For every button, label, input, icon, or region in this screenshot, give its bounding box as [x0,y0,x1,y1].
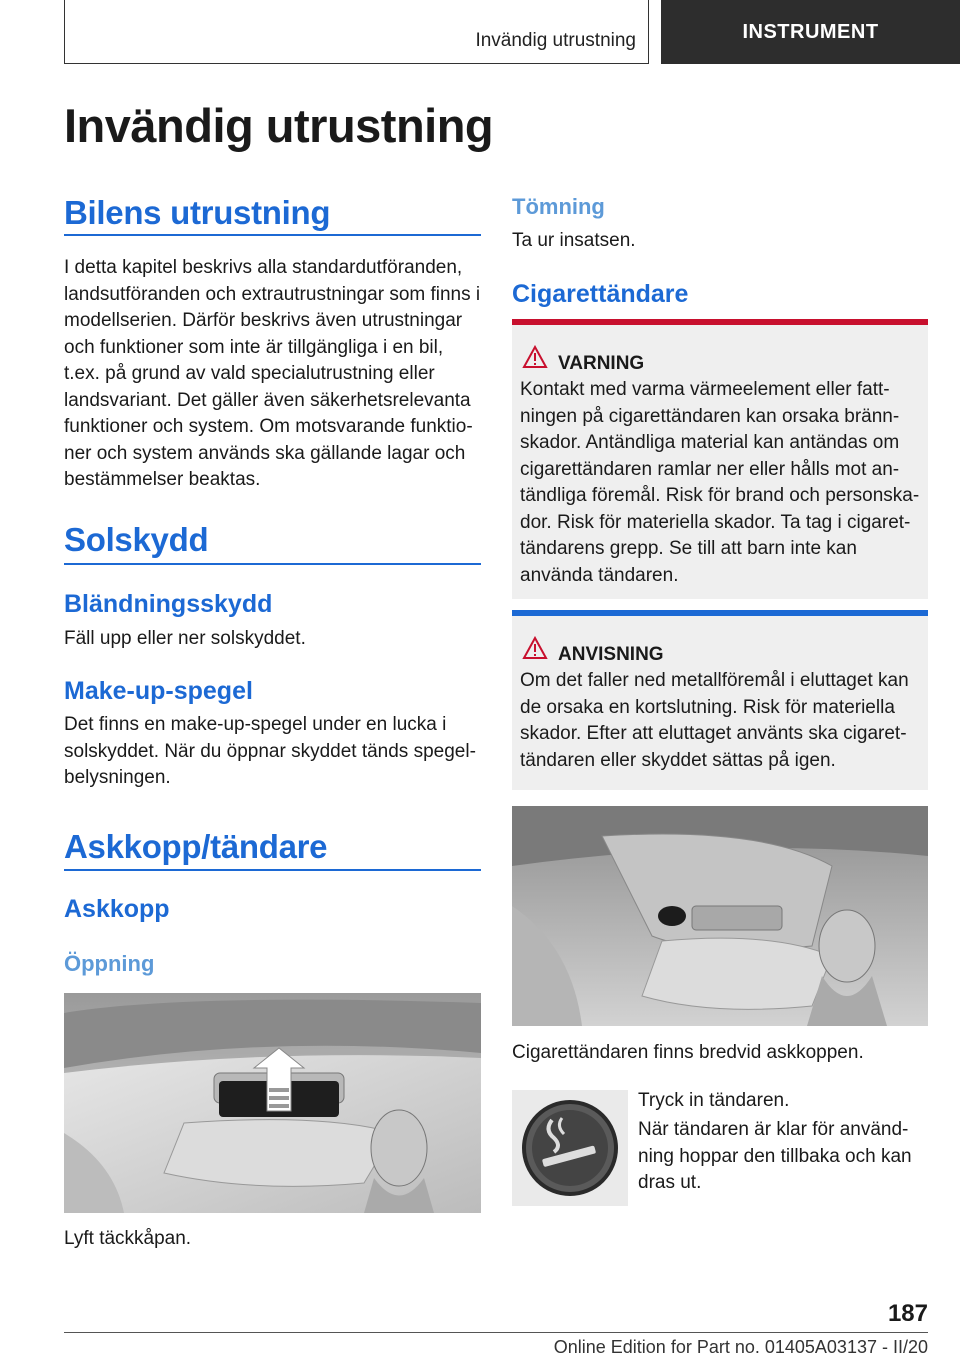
heading-askkopp: Askkopp [64,895,170,923]
header-section-title: Invändig utrustning [475,30,636,51]
caption-photo-ashtray: Lyft täckkåpan. [64,1228,192,1249]
page-number: 187 [887,1300,928,1327]
notice-bar [512,610,928,616]
heading-blandningsskydd: Bländningsskydd [64,590,273,618]
notice-text: Om det faller ned metallföremål i eluttaget kan de orsaka en kortslutning. Risk för materiella skador. Efter att eluttaget använts ska cigarettändaren eller skyddet sättas på igen. [520,670,909,771]
heading-askkopp-tandare: Askkopp/tändare [64,828,328,865]
ashtray-photo [64,993,481,1213]
warning-title: VARNING [558,353,645,374]
step-pops-back: När tändaren är klar för användning hoppar den tillbaka och kan dras ut. [638,1119,912,1193]
paragraph-blandning: Fäll upp eller ner solskyddet. [64,628,306,649]
heading-rule [64,234,481,236]
heading-rule [64,563,481,565]
heading-bilens-utrustning: Bilens utrustning [64,194,331,231]
lighter-button-photo [512,1090,628,1206]
footer-rule [64,1332,928,1333]
warning-text: Kontakt med varma värmeelement eller fattningen på cigarettändaren kan orsaka brännskador. Antändliga material kan antändas om cigarettändaren ramlar ner eller hålls mot antändliga föremål. Risk för brand och personskador. Risk för materiella skador. Ta tag i cigarettändarens grepp. Se till att barn inte kan använda tändaren. [520,379,920,586]
paragraph-tomning: Ta ur insatsen. [512,230,636,251]
notice-triangle-icon [522,636,548,665]
notice-box [512,610,928,790]
warning-box [512,319,928,599]
heading-solskydd: Solskydd [64,521,209,558]
warning-bar [512,319,928,325]
heading-cigarettandare: Cigarettändare [512,280,689,308]
heading-make-up-spegel: Make-up-spegel [64,677,253,705]
lighter-photo [512,806,928,1026]
heading-rule [64,869,481,871]
warning-triangle-icon [522,345,548,374]
footer-edition: Online Edition for Part no. 01405A03137 - II/20 [553,1337,928,1357]
page-title: Invändig utrustning [64,99,494,152]
header-chapter-tab: INSTRUMENT [661,0,960,64]
paragraph-makeup: Det finns en make-up-spegel under en lucka i solskyddet. När du öppnar skyddet tänds spegelbelysningen. [64,714,476,788]
heading-tomning: Tömning [512,194,605,219]
step-press-in: Tryck in tändaren. [638,1090,790,1111]
notice-title: ANVISNING [558,644,664,665]
paragraph-bilens: I detta kapitel beskrivs alla standardutföranden, landsutföranden och extrautrustningar som finns i modellserien. Därför beskrivs även utrustningar och funktioner som inte är tillgängliga i en bil, t.ex. på grund av vald specialutrustning eller landsvariant. Det gäller även säkerhetsrelevanta funktioner och system. Om motsvarande funktioner och system används ska gällande lagar och bestämmelser beaktas. [64,257,481,490]
caption-photo-lighter: Cigarettändaren finns bredvid askkoppen. [512,1042,864,1063]
heading-oppning: Öppning [64,951,155,976]
